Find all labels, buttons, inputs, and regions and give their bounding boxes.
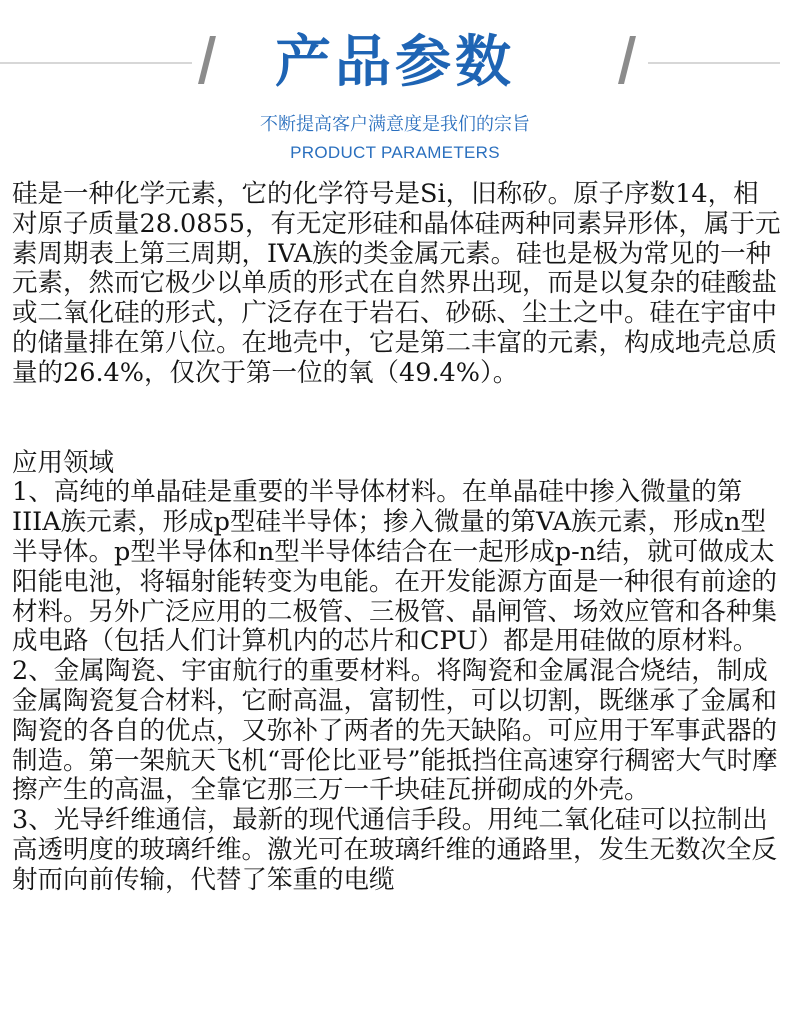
slogan: 不断提高客户满意度是我们的宗旨 <box>260 114 530 135</box>
applications-heading: 应用领域 <box>12 447 115 478</box>
article-body <box>12 180 782 896</box>
page-title: 产品参数 <box>275 30 515 95</box>
section-header <box>0 0 790 175</box>
application-item: 2、金属陶瓷、宇宙航行的重要材料。将陶瓷和金属混合烧结，制成金属陶瓷复合材料，它耐高温，富韧性，可以切割，既继承了金属和陶瓷的各自的优点，又弥补了两者的先天缺陷。可应用于军事武器的制造。第一架航天飞机“哥伦比亚号”能抵挡住高速穿行稠密大气时摩擦产生的高温，全靠它那三万一千块硅瓦拼砌成的外壳。 <box>12 656 778 806</box>
application-item: 1、高纯的单晶硅是重要的半导体材料。在单晶硅中掺入微量的第IIIA族元素，形成p型硅半导体；掺入微量的第VA族元素，形成n型半导体。p型半导体和n型半导体结合在一起形成p-n结，就可做成太阳能电池，将辐射能转变为电能。在开发能源方面是一种很有前途的材料。另外广泛应用的二极管、三极管、晶闸管、场效应管和各种集成电路（包括人们计算机内的芯片和CPU）都是用硅做的原材料。 <box>12 477 778 657</box>
application-item: 3、光导纤维通信，最新的现代通信手段。用纯二氧化硅可以拉制出高透明度的玻璃纤维。激光可在玻璃纤维的通路里，发生无数次全反射而向前传输，代替了笨重的电缆 <box>12 805 778 895</box>
page-subtitle: PRODUCT PARAMETERS <box>290 143 500 162</box>
paragraph-spacer <box>12 389 782 449</box>
header-divider-right <box>648 62 780 64</box>
intro-paragraph: 硅是一种化学元素，它的化学符号是Si，旧称矽。原子序数14，相对原子质量28.0855，有无定形硅和晶体硅两种同素异形体，属于元素周期表上第三周期，IVA族的类金属元素。硅也是极为常见的一种元素，然而它极少以单质的形式在自然界出现，而是以复杂的硅酸盐或二氧化硅的形式，广泛存在于岩石、砂砾、尘土之中。硅在宇宙中的储量排在第八位。在地壳中，它是第二丰富的元素，构成地壳总质量的26.4%，仅次于第一位的氧（49.4%）。 <box>12 179 781 388</box>
